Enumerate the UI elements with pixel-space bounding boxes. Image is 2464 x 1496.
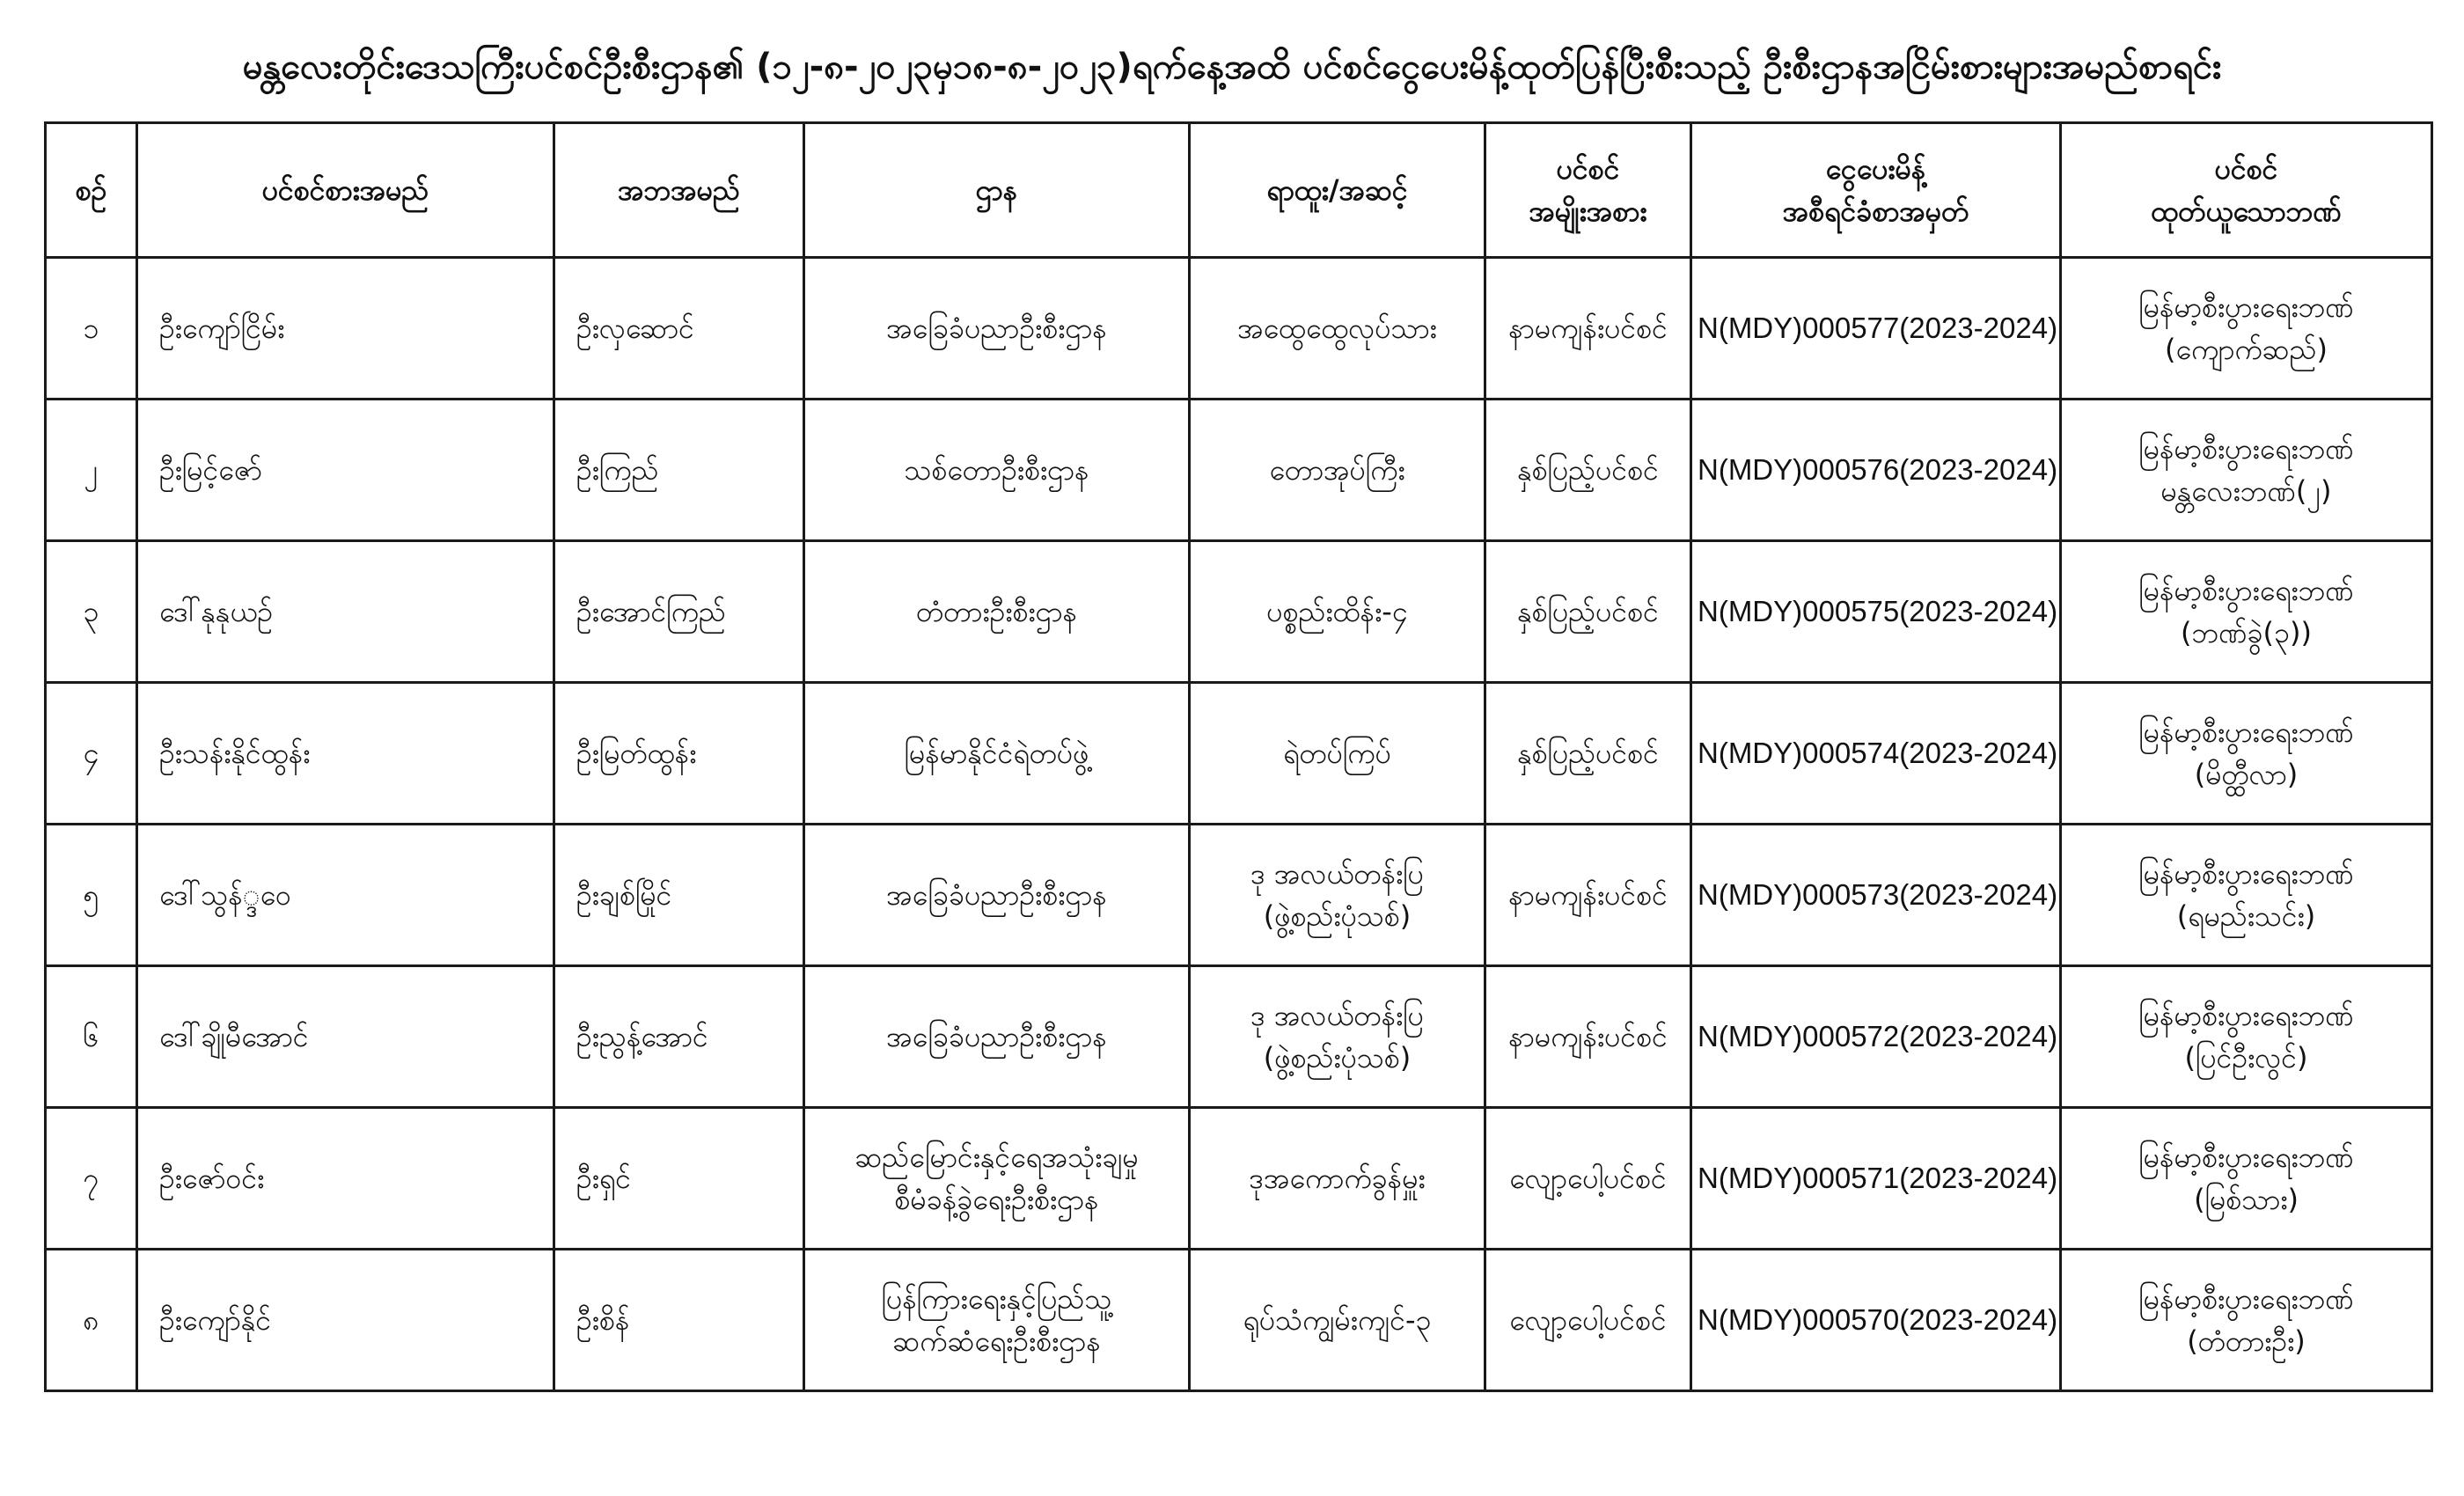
cell-father: ဦးလှဆောင်	[554, 258, 804, 400]
cell-pension-type: နှစ်ပြည့်ပင်စင်	[1485, 683, 1691, 825]
cell-department-line1: ပြန်ကြားရေးနှင့်ပြည်သူ့	[881, 1282, 1112, 1316]
cell-receipt: N(MDY)000575(2023-2024)	[1691, 541, 2061, 683]
table-row	[46, 1250, 2432, 1391]
col-header-no: စဉ်	[46, 123, 137, 258]
cell-issuing-bank	[2061, 966, 2432, 1108]
cell-rank-line1: ဒု အလယ်တန်းပြ	[1250, 999, 1424, 1032]
cell-department-line1: သစ်တောဦးစီးဌာန	[904, 453, 1089, 487]
cell-no: ၇	[46, 1108, 137, 1250]
col-header-issuing-bank-line2: ထုတ်ယူသောဘဏ်	[2151, 194, 2342, 228]
cell-department	[804, 400, 1190, 541]
cell-name: ဦးကျော်နိုင်	[137, 1250, 554, 1391]
cell-issuing-bank-line1: မြန်မာ့စီးပွားရေးဘဏ်	[2138, 857, 2354, 891]
cell-rank-line1: တောအုပ်ကြီး	[1269, 453, 1405, 487]
cell-issuing-bank	[2061, 825, 2432, 966]
cell-rank	[1190, 541, 1485, 683]
cell-no: ၆	[46, 966, 137, 1108]
cell-rank-line1: ရုပ်သံကျွမ်းကျင်-၃	[1243, 1303, 1432, 1337]
col-header-father: အဘအမည်	[554, 123, 804, 258]
cell-issuing-bank	[2061, 541, 2432, 683]
cell-pension-type: နာမကျန်းပင်စင်	[1485, 966, 1691, 1108]
col-header-receipt-line1: ငွေပေးမိန့်	[1825, 152, 1926, 186]
cell-no: ၄	[46, 683, 137, 825]
table-row	[46, 825, 2432, 966]
cell-department	[804, 966, 1190, 1108]
cell-issuing-bank-line2: မန္တလေးဘဏ်(၂)	[2160, 474, 2332, 508]
cell-department	[804, 541, 1190, 683]
cell-issuing-bank-line1: မြန်မာ့စီးပွားရေးဘဏ်	[2138, 1282, 2354, 1316]
col-header-name: ပင်စင်စားအမည်	[137, 123, 554, 258]
cell-no: ၅	[46, 825, 137, 966]
cell-name: ဒေါ်နုနုယဉ်	[137, 541, 554, 683]
cell-department	[804, 258, 1190, 400]
cell-father: ဦးစိန်	[554, 1250, 804, 1391]
pension-table-container	[44, 121, 2431, 1392]
cell-department-line1: ဆည်မြောင်းနှင့်ရေအသုံးချမှု	[854, 1140, 1139, 1174]
cell-issuing-bank	[2061, 1108, 2432, 1250]
cell-name: ဦးဇော်ဝင်း	[137, 1108, 554, 1250]
cell-department	[804, 825, 1190, 966]
cell-receipt: N(MDY)000577(2023-2024)	[1691, 258, 2061, 400]
cell-no: ၁	[46, 258, 137, 400]
cell-issuing-bank-line2: (မြစ်သား)	[2194, 1183, 2299, 1216]
cell-issuing-bank	[2061, 400, 2432, 541]
cell-issuing-bank-line2: (မိတ္ထီလာ)	[2194, 758, 2299, 791]
pension-table	[44, 121, 2433, 1392]
table-body	[46, 258, 2432, 1391]
col-header-issuing-bank	[2061, 123, 2432, 258]
cell-rank	[1190, 1250, 1485, 1391]
cell-father: ဦးချစ်မြိုင်	[554, 825, 804, 966]
col-header-receipt-line2: အစီရင်ခံစာအမှတ်	[1782, 194, 1969, 228]
cell-issuing-bank	[2061, 258, 2432, 400]
cell-father: ဦးမြတ်ထွန်း	[554, 683, 804, 825]
cell-pension-type: နှစ်ပြည့်ပင်စင်	[1485, 541, 1691, 683]
cell-receipt: N(MDY)000573(2023-2024)	[1691, 825, 2061, 966]
cell-department-line1: တံတားဦးစီးဌာန	[915, 595, 1078, 628]
table-row	[46, 966, 2432, 1108]
table-row	[46, 1108, 2432, 1250]
cell-receipt: N(MDY)000571(2023-2024)	[1691, 1108, 2061, 1250]
cell-rank	[1190, 825, 1485, 966]
col-header-pension-type-line2: အမျိုးအစား	[1529, 194, 1647, 228]
cell-department	[804, 683, 1190, 825]
cell-issuing-bank-line1: မြန်မာ့စီးပွားရေးဘဏ်	[2138, 574, 2354, 607]
cell-pension-type: လျော့ပေါ့ပင်စင်	[1485, 1108, 1691, 1250]
cell-pension-type: နှစ်ပြည့်ပင်စင်	[1485, 400, 1691, 541]
cell-name: ဦးကျော်ငြိမ်း	[137, 258, 554, 400]
table-row	[46, 541, 2432, 683]
cell-issuing-bank-line1: မြန်မာ့စီးပွားရေးဘဏ်	[2138, 715, 2354, 749]
cell-department	[804, 1250, 1190, 1391]
cell-pension-type: လျော့ပေါ့ပင်စင်	[1485, 1250, 1691, 1391]
cell-rank	[1190, 683, 1485, 825]
cell-rank-line1: ရဲတပ်ကြပ်	[1283, 737, 1391, 770]
cell-issuing-bank-line2: (တံတားဦး)	[2187, 1324, 2306, 1358]
cell-rank	[1190, 966, 1485, 1108]
cell-receipt: N(MDY)000574(2023-2024)	[1691, 683, 2061, 825]
cell-issuing-bank	[2061, 683, 2432, 825]
cell-rank	[1190, 400, 1485, 541]
col-header-rank: ရာထူး/အဆင့်	[1190, 123, 1485, 258]
cell-father: ဦးကြည်	[554, 400, 804, 541]
cell-receipt: N(MDY)000576(2023-2024)	[1691, 400, 2061, 541]
cell-receipt: N(MDY)000570(2023-2024)	[1691, 1250, 2061, 1391]
cell-department-line2: စီမံခန့်ခွဲရေးဦးစီးဌာန	[894, 1183, 1099, 1216]
cell-issuing-bank-line1: မြန်မာ့စီးပွားရေးဘဏ်	[2138, 290, 2354, 324]
table-row	[46, 400, 2432, 541]
col-header-department: ဌာန	[804, 123, 1190, 258]
table-header-row	[46, 123, 2432, 258]
cell-father: ဦးအောင်ကြည်	[554, 541, 804, 683]
cell-rank-line1: အထွေထွေလုပ်သား	[1237, 312, 1437, 345]
cell-issuing-bank-line1: မြန်မာ့စီးပွားရေးဘဏ်	[2138, 1140, 2354, 1174]
cell-pension-type: နာမကျန်းပင်စင်	[1485, 825, 1691, 966]
cell-rank-line2: (ဖွဲ့စည်းပုံသစ်)	[1263, 899, 1412, 933]
cell-issuing-bank	[2061, 1250, 2432, 1391]
cell-issuing-bank-line2: (ကျောက်ဆည်)	[2164, 333, 2328, 366]
cell-rank-line1: ဒု အလယ်တန်းပြ	[1250, 857, 1424, 891]
col-header-issuing-bank-line1: ပင်စင်	[2214, 152, 2278, 186]
cell-no: ၃	[46, 541, 137, 683]
cell-no: ၂	[46, 400, 137, 541]
cell-rank-line1: ပစ္စည်းထိန်း-၄	[1266, 595, 1408, 628]
cell-issuing-bank-line2: (ရမည်းသင်း)	[2176, 899, 2316, 933]
table-row	[46, 258, 2432, 400]
cell-department-line1: အခြေခံပညာဦးစီးဌာန	[886, 312, 1107, 345]
page-title: မန္တလေးတိုင်းဒေသကြီးပင်စင်ဦးစီးဌာန၏ (၁၂-၈-၂၀၂၃မှ၁၈-၈-၂၀၂၃)ရက်နေ့အထိ ပင်စင်ငွေပေးမိန့်ထုတ်ပြန်ပြီးစီးသည့် ဦးစီးဌာနအငြိမ်းစားများအမည်စာရင်း	[242, 47, 2222, 87]
cell-receipt: N(MDY)000572(2023-2024)	[1691, 966, 2061, 1108]
cell-issuing-bank-line2: (ပြင်ဦးလွင်)	[2184, 1041, 2308, 1074]
cell-no: ၈	[46, 1250, 137, 1391]
cell-rank	[1190, 258, 1485, 400]
col-header-pension-type	[1485, 123, 1691, 258]
cell-department-line1: အခြေခံပညာဦးစီးဌာန	[886, 878, 1107, 912]
cell-father: ဦးညွန့်အောင်	[554, 966, 804, 1108]
cell-issuing-bank-line1: မြန်မာ့စီးပွားရေးဘဏ်	[2138, 999, 2354, 1032]
cell-rank	[1190, 1108, 1485, 1250]
col-header-receipt	[1691, 123, 2061, 258]
cell-department	[804, 1108, 1190, 1250]
cell-rank-line1: ဒုအကောက်ခွန်မှူး	[1249, 1162, 1426, 1195]
cell-name: ဦးသန်းနိုင်ထွန်း	[137, 683, 554, 825]
cell-department-line2: ဆက်ဆံရေးဦးစီးဌာန	[892, 1324, 1101, 1358]
cell-name: ဒေါ်ချိုမီအောင်	[137, 966, 554, 1108]
cell-name: ဒေါ်သွန်္ဒဝေ	[137, 825, 554, 966]
cell-issuing-bank-line2: (ဘဏ်ခွဲ(၃))	[2181, 616, 2312, 649]
table-row	[46, 683, 2432, 825]
cell-name: ဦးမြင့်ဇော်	[137, 400, 554, 541]
cell-father: ဦးရှင်	[554, 1108, 804, 1250]
cell-rank-line2: (ဖွဲ့စည်းပုံသစ်)	[1263, 1041, 1412, 1074]
cell-issuing-bank-line1: မြန်မာ့စီးပွားရေးဘဏ်	[2138, 432, 2354, 466]
cell-department-line1: အခြေခံပညာဦးစီးဌာန	[886, 1020, 1107, 1053]
cell-pension-type: နာမကျန်းပင်စင်	[1485, 258, 1691, 400]
col-header-pension-type-line1: ပင်စင်	[1556, 152, 1620, 186]
cell-department-line1: မြန်မာနိုင်ငံရဲတပ်ဖွဲ့	[904, 737, 1089, 770]
